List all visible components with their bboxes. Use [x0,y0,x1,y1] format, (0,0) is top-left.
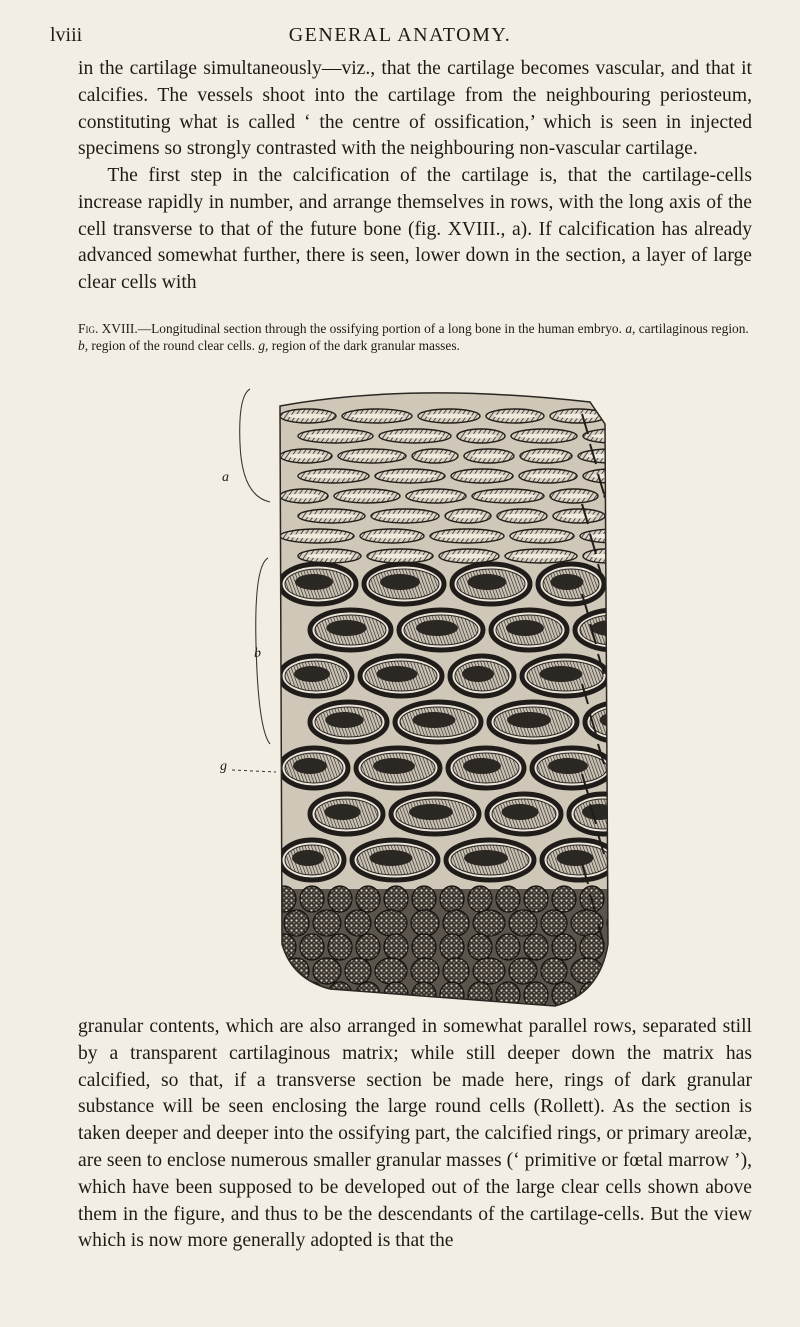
dark-granular-mass [440,934,464,960]
dark-granular-mass [580,934,604,960]
dark-granular-mass [384,934,408,960]
dark-granular-mass [607,958,630,984]
dark-granular-mass [473,910,505,936]
caption-a-text: cartilaginous region. [635,321,749,336]
dark-granular-mass [313,910,341,936]
dark-granular-mass [443,910,469,936]
dark-granular-mass [328,886,352,912]
dark-granular-mass [356,934,380,960]
caption-fig-label: Fig. XVIII. [78,321,138,336]
running-head: GENERAL ANATOMY. [288,24,512,46]
flattened-cartilage-cell [583,429,630,443]
dark-granular-mass [412,934,436,960]
dark-granular-mass [272,934,296,960]
dark-granular-mass [541,910,567,936]
dark-granular-mass [375,958,407,984]
flattened-cartilage-cell [604,489,630,503]
dark-granular-mass [412,886,436,912]
dark-granular-mass [300,886,324,912]
dark-granular-mass [345,910,371,936]
dark-granular-mass [356,982,380,1008]
dark-granular-mass [496,934,520,960]
dark-granular-mass [571,910,603,936]
dark-granular-mass [524,886,548,912]
dark-granular-mass [608,886,630,912]
dark-granular-mass [468,982,492,1008]
dark-granular-mass [440,982,464,1008]
figure-label-b: b [254,646,261,661]
dark-granular-mass [468,934,492,960]
dark-granular-mass [328,982,352,1008]
caption-g-text: region of the dark granular masses. [268,337,460,353]
dark-granular-mass [384,886,408,912]
dark-granular-mass [496,886,520,912]
caption-text: —Longitudinal section through the ossifying portion of a long bone in the human embryo. [137,321,622,336]
dark-granular-mass [552,982,576,1008]
paragraph-3: granular contents, which are also arranged in somewhat parallel rows, separated still by a transparent cartilaginous matrix; while still deeper down the matrix has calcified, so that, if a transverse section be made here, rings of dark granular substance will be seen enclosing the large round cells (Rollett). As the section is taken deeper and deeper into the ossifying part, the calcified rings, or primary areolæ, are seen to enclose numerous smaller granular masses (‘ primitive or fœtal marrow ’), which have been supposed to be developed out of the large clear cells shown above them in the figure, and thus to be the descendants of the cartilage-cells. But the view which is now more generally adopted is that the [78,1016,752,1252]
dark-granular-mass [356,886,380,912]
dark-granular-mass [509,910,537,936]
dark-granular-mass [468,886,492,912]
dark-granular-mass [473,958,505,984]
dark-granular-mass [580,982,604,1008]
dark-granular-mass [300,934,324,960]
dark-granular-mass [443,958,469,984]
dark-granular-mass [496,982,520,1008]
dark-granular-mass [284,910,309,936]
dark-granular-mass [272,982,296,1008]
dark-granular-mass [552,934,576,960]
dark-granular-mass [411,958,439,984]
dark-granular-mass [541,958,567,984]
dark-granular-mass [509,958,537,984]
figure-label-g: g [220,759,227,774]
dark-granular-mass [608,934,630,960]
dark-granular-mass [345,958,371,984]
caption-key-a: a, [625,321,636,336]
dark-granular-mass [608,982,630,1008]
figure-caption [78,321,752,354]
caption-key-b: b, [78,337,89,353]
page-header [50,24,750,50]
dark-granular-mass [607,910,630,936]
dark-granular-mass [571,958,603,984]
dark-granular-mass [375,910,407,936]
dark-granular-mass [524,934,548,960]
caption-b-text: region of the round clear cells. [88,337,259,353]
caption-key-g: g, [258,337,269,353]
dark-granular-mass [313,958,341,984]
paragraph-2: The first step in the calcification of the cartilage is, that the cartilage-cells increase rapidly in number, and arrange themselves in rows, with the long axis of the cell transverse to that of the future bone (fig. XVIII., a). If calcification has already advanced somewhat further, there is seen, lower down in the section, a layer of large clear cells with [78,165,752,294]
histology-figure [210,384,630,1009]
paragraph-1: in the cartilage simultaneously—viz., that the cartilage becomes vascular, and that it calcifies. The vessels shoot into the cartilage from the neighbouring periosteum, constituting what is called ‘ the centre of ossification,’ which is seen in injected specimens so strongly contrasted with the neighbouring non-vascular cartilage. [78,58,752,160]
dark-granular-mass [440,886,464,912]
flattened-cartilage-cell [583,469,630,483]
dark-granular-mass [328,934,352,960]
bone-section-illustration [210,384,630,1009]
dark-granular-mass [272,886,296,912]
figure-label-a: a [222,470,229,485]
dark-granular-mass [411,910,439,936]
page-number: lviii [50,24,83,46]
dark-granular-mass [552,886,576,912]
